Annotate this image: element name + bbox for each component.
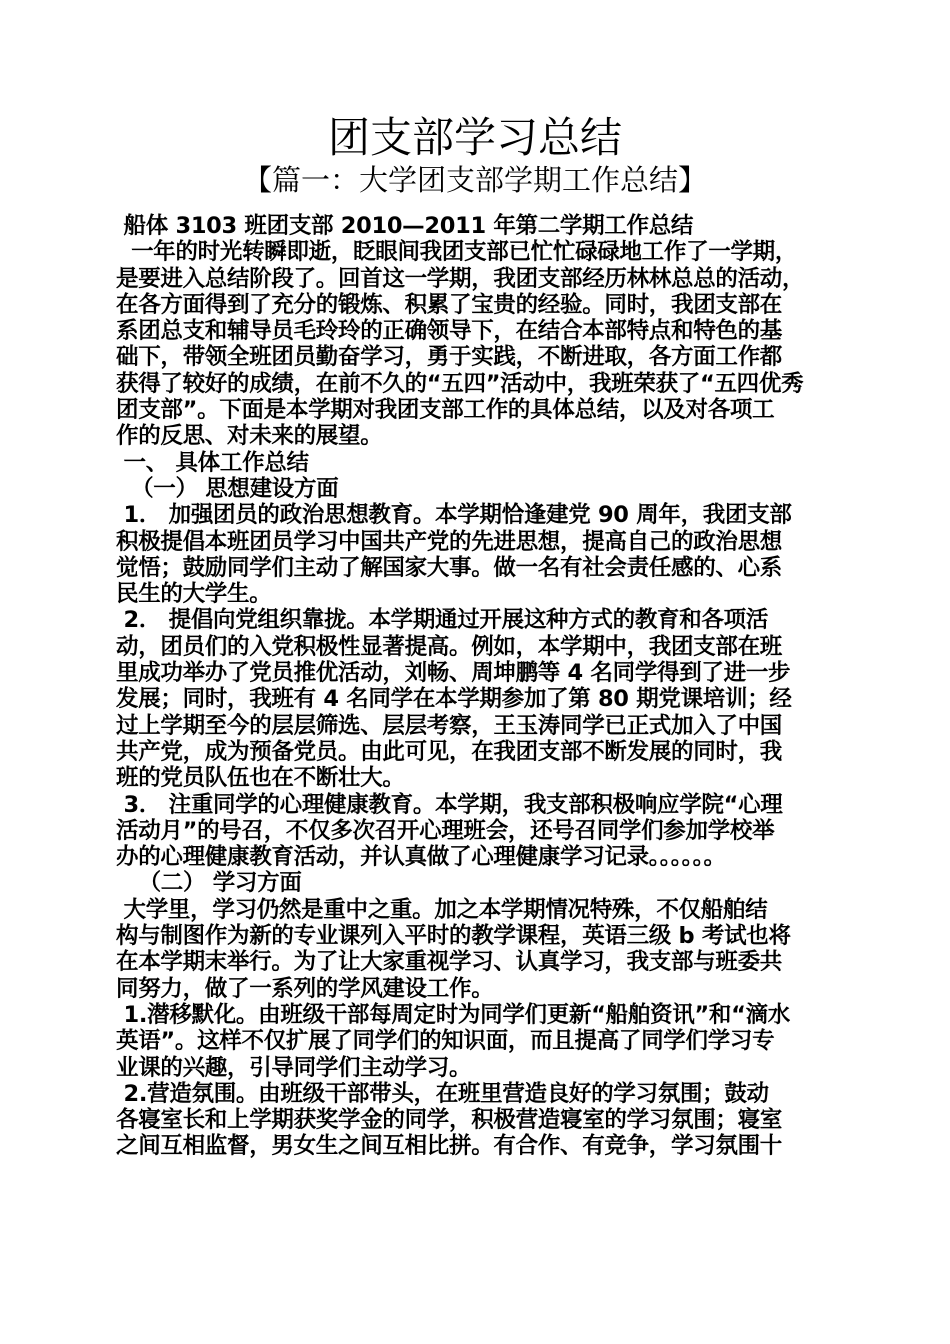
text-line: 1.潜移默化。由班级干部每周定时为同学们更新“船舶资讯”和“滴水 xyxy=(116,1001,791,1028)
text-line: 动，团员们的入党积极性显著提高。例如，本学期中，我团支部在班 xyxy=(116,633,783,660)
text-line: 3． 注重同学的心理健康教育。本学期，我支部积极响应学院“心理 xyxy=(116,791,783,818)
text-line: 英语”。这样不仅扩展了同学们的知识面，而且提高了同学们学习专 xyxy=(116,1028,775,1055)
document-subtitle: 【篇一：大学团支部学期工作总结】 xyxy=(242,163,707,197)
text-line: 获得了较好的成绩，在前不久的“五四”活动中，我班荣获了“五四优秀 xyxy=(116,370,804,397)
text-line: 是要进入总结阶段了。回首这一学期，我团支部经历林林总总的活动， xyxy=(116,265,805,292)
text-line: 2.营造氛围。由班级干部带头，在班里营造良好的学习氛围；鼓动 xyxy=(116,1080,769,1107)
text-line: 一年的时光转瞬即逝，眨眼间我团支部已忙忙碌碌地工作了一学期， xyxy=(116,239,798,266)
text-line: 团支部”。下面是本学期对我团支部工作的具体总结，以及对各项工 xyxy=(116,397,775,424)
text-line: 同努力，做了一系列的学风建设工作。 xyxy=(116,975,494,1002)
text-line: 构与制图作为新的专业课列入平时的教学课程，英语三级 b 考试也将 xyxy=(116,923,791,950)
text-line: 系团总支和辅导员毛玲玲的正确领导下，在结合本部特点和特色的基 xyxy=(116,318,783,345)
text-line: 里成功举办了党员推优活动，刘畅、周坤鹏等 4 名同学得到了进一步 xyxy=(116,660,791,687)
text-line: 业课的兴趣，引导同学们主动学习。 xyxy=(116,1054,472,1081)
text-line: （二） 学习方面 xyxy=(116,870,302,897)
text-line: 共产党，成为预备党员。由此可见，在我团支部不断发展的同时，我 xyxy=(116,738,783,765)
document-title: 团支部学习总结 xyxy=(327,113,622,162)
text-line: 作的反思、对未来的展望。 xyxy=(116,423,383,450)
text-line: 过上学期至今的层层筛选、层层考察，王玉涛同学已正式加入了中国 xyxy=(116,712,783,739)
text-line: 础下，带领全班团员勤奋学习，勇于实践，不断进取，各方面工作都 xyxy=(116,344,783,371)
text-line: 一、 具体工作总结 xyxy=(116,449,309,476)
text-line: 之间互相监督，男女生之间互相比拼。有合作、有竞争，学习氛围十 xyxy=(116,1133,783,1160)
text-line: 船体 3103 班团支部 2010—2011 年第二学期工作总结 xyxy=(116,213,694,239)
text-line: 班的党员队伍也在不断壮大。 xyxy=(116,765,405,792)
text-line: 在各方面得到了充分的锻炼、积累了宝贵的经验。同时，我团支部在 xyxy=(116,291,783,318)
text-line: 各寝室长和上学期获奖学金的同学，积极营造寝室的学习氛围；寝室 xyxy=(116,1107,783,1134)
text-line: 2． 提倡向党组织靠拢。本学期通过开展这种方式的教育和各项活 xyxy=(116,607,769,634)
text-line: 民生的大学生。 xyxy=(116,581,272,608)
text-line: 觉悟；鼓励同学们主动了解国家大事。做一名有社会责任感的、心系 xyxy=(116,554,783,581)
text-line: 1． 加强团员的政治思想教育。本学期恰逢建党 90 周年，我团支部 xyxy=(116,502,792,529)
text-line: 活动月”的号召，不仅多次召开心理班会，还号召同学们参加学校举 xyxy=(116,817,775,844)
text-line: 办的心理健康教育活动，并认真做了心理健康学习记录。。。。。。 xyxy=(116,844,726,871)
text-line: 积极提倡本班团员学习中国共产党的先进思想，提高自己的政治思想 xyxy=(116,528,783,555)
text-line: 在本学期末举行。为了让大家重视学习、认真学习，我支部与班委共 xyxy=(116,949,783,976)
text-line: 大学里，学习仍然是重中之重。加之本学期情况特殊，不仅船舶结 xyxy=(116,896,768,923)
text-line: 发展；同时，我班有 4 名同学在本学期参加了第 80 期党课培训；经 xyxy=(116,686,792,713)
text-line: （一） 思想建设方面 xyxy=(116,475,339,502)
document-body xyxy=(116,213,846,1160)
